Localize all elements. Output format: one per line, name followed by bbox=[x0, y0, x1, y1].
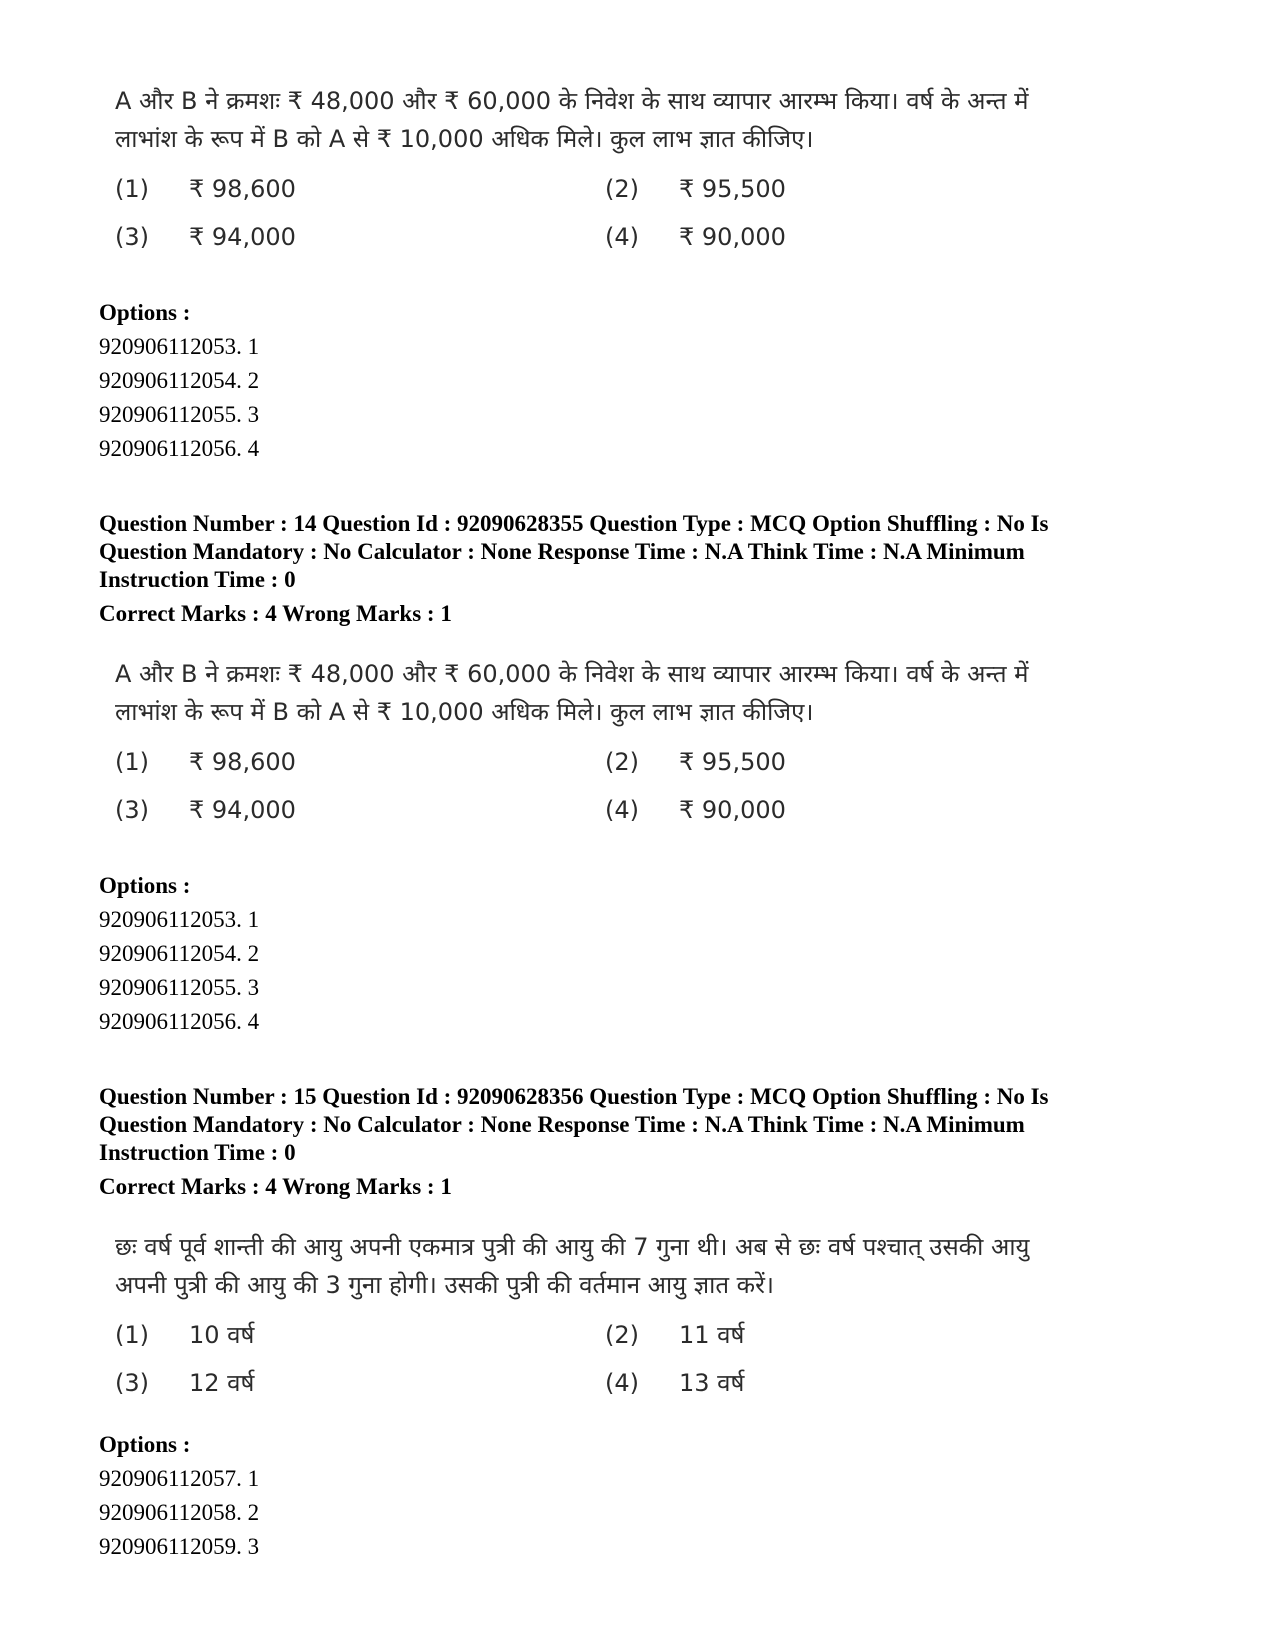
choice-number: (2) bbox=[605, 748, 639, 776]
option-id: 920906112056. 4 bbox=[99, 436, 260, 461]
option-id: 920906112056. 4 bbox=[99, 1009, 260, 1034]
answer-choice bbox=[605, 220, 1095, 254]
choice-value: ₹ 98,600 bbox=[189, 748, 296, 776]
question-text-line: A और B ने क्रमशः ₹ 48,000 और ₹ 60,000 के निवेश के साथ व्यापार आरम्भ किया। वर्ष के अन्त में bbox=[115, 660, 1029, 688]
marks-line: Correct Marks : 4 Wrong Marks : 1 bbox=[99, 1174, 452, 1199]
question-meta bbox=[99, 510, 1179, 628]
question-meta-line: Question Number : 14 Question Id : 92090628355 Question Type : MCQ Option Shuffling : No Is bbox=[99, 511, 1049, 536]
choice-number: (1) bbox=[115, 175, 149, 203]
choice-value: ₹ 95,500 bbox=[679, 175, 786, 203]
marks-line: Correct Marks : 4 Wrong Marks : 1 bbox=[99, 601, 452, 626]
choice-value: ₹ 90,000 bbox=[679, 796, 786, 824]
choice-number: (2) bbox=[605, 175, 639, 203]
choice-number: (4) bbox=[605, 1369, 639, 1397]
question-text-line: अपनी पुत्री की आयु की 3 गुना होगी। उसकी पुत्री की वर्तमान आयु ज्ञात करें। bbox=[115, 1271, 775, 1299]
choice-value: 10 वर्ष bbox=[189, 1321, 255, 1349]
option-id: 920906112058. 2 bbox=[99, 1500, 260, 1525]
option-id: 920906112057. 1 bbox=[99, 1466, 260, 1491]
answer-choice bbox=[115, 745, 605, 779]
question-text-line: लाभांश के रूप में B को A से ₹ 10,000 अधिक मिले। कुल लाभ ज्ञात कीजिए। bbox=[115, 698, 814, 726]
question-meta-line: Question Mandatory : No Calculator : None Response Time : N.A Think Time : N.A Minimum bbox=[99, 1112, 1025, 1137]
answer-choice bbox=[115, 793, 605, 827]
answer-choice bbox=[605, 793, 1095, 827]
choice-value: ₹ 95,500 bbox=[679, 748, 786, 776]
choice-value: 11 वर्ष bbox=[679, 1321, 745, 1349]
answer-choice bbox=[115, 1366, 605, 1400]
question-text-line: लाभांश के रूप में B को A से ₹ 10,000 अधिक मिले। कुल लाभ ज्ञात कीजिए। bbox=[115, 125, 814, 153]
choice-number: (2) bbox=[605, 1321, 639, 1349]
choice-number: (1) bbox=[115, 748, 149, 776]
question-text-line: छः वर्ष पूर्व शान्ती की आयु अपनी एकमात्र पुत्री की आयु की 7 गुना थी। अब से छः वर्ष पश्चात् उसकी आयु bbox=[115, 1233, 1030, 1261]
choice-number: (1) bbox=[115, 1321, 149, 1349]
answer-choice bbox=[605, 1366, 1095, 1400]
choice-number: (4) bbox=[605, 223, 639, 251]
choice-value: 12 वर्ष bbox=[189, 1369, 255, 1397]
answer-choices bbox=[115, 1318, 1135, 1400]
answer-choices bbox=[115, 172, 1135, 254]
answer-choice bbox=[115, 220, 605, 254]
answer-choices bbox=[115, 745, 1135, 827]
options-list bbox=[99, 869, 699, 1039]
option-id: 920906112053. 1 bbox=[99, 334, 260, 359]
options-list bbox=[99, 1428, 699, 1564]
question-meta bbox=[99, 1083, 1179, 1201]
answer-choice bbox=[115, 1318, 605, 1352]
options-heading: Options : bbox=[99, 300, 191, 325]
question-image bbox=[115, 655, 1135, 827]
answer-choice bbox=[605, 172, 1095, 206]
choice-number: (4) bbox=[605, 796, 639, 824]
choice-number: (3) bbox=[115, 1369, 149, 1397]
question-meta-line: Question Mandatory : No Calculator : None Response Time : N.A Think Time : N.A Minimum bbox=[99, 539, 1025, 564]
option-id: 920906112059. 3 bbox=[99, 1534, 260, 1559]
options-list bbox=[99, 296, 699, 466]
option-id: 920906112054. 2 bbox=[99, 368, 260, 393]
question-image bbox=[115, 1228, 1135, 1400]
option-id: 920906112054. 2 bbox=[99, 941, 260, 966]
choice-value: 13 वर्ष bbox=[679, 1369, 745, 1397]
question-image bbox=[115, 82, 1135, 254]
choice-value: ₹ 94,000 bbox=[189, 223, 296, 251]
answer-choice bbox=[115, 172, 605, 206]
option-id: 920906112055. 3 bbox=[99, 975, 260, 1000]
options-heading: Options : bbox=[99, 1432, 191, 1457]
options-heading: Options : bbox=[99, 873, 191, 898]
choice-number: (3) bbox=[115, 223, 149, 251]
option-id: 920906112055. 3 bbox=[99, 402, 260, 427]
option-id: 920906112053. 1 bbox=[99, 907, 260, 932]
choice-value: ₹ 94,000 bbox=[189, 796, 296, 824]
choice-number: (3) bbox=[115, 796, 149, 824]
question-meta-line: Instruction Time : 0 bbox=[99, 1140, 296, 1165]
question-meta-line: Question Number : 15 Question Id : 92090628356 Question Type : MCQ Option Shuffling : No Is bbox=[99, 1084, 1049, 1109]
answer-choice bbox=[605, 1318, 1095, 1352]
choice-value: ₹ 98,600 bbox=[189, 175, 296, 203]
question-meta-line: Instruction Time : 0 bbox=[99, 567, 296, 592]
choice-value: ₹ 90,000 bbox=[679, 223, 786, 251]
answer-choice bbox=[605, 745, 1095, 779]
question-text-line: A और B ने क्रमशः ₹ 48,000 और ₹ 60,000 के निवेश के साथ व्यापार आरम्भ किया। वर्ष के अन्त में bbox=[115, 87, 1029, 115]
